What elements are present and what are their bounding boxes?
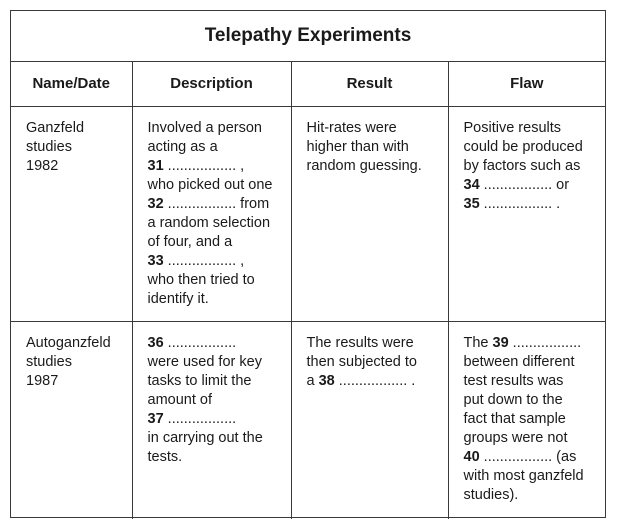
line-text: identify it.: [147, 290, 209, 307]
answer-blank: ................. ,: [163, 252, 245, 269]
cell-line: [307, 157, 434, 176]
line-text: amount of: [147, 391, 212, 408]
cell-result: [291, 321, 448, 519]
answer-blank: .................: [163, 334, 237, 351]
header-result: Result: [291, 62, 448, 106]
line-text: then subjected to: [306, 353, 417, 370]
cell-line: [307, 119, 434, 138]
question-number: 34: [463, 176, 480, 193]
cell-line: [307, 138, 434, 157]
line-text: Involved a person: [147, 119, 262, 136]
line-text: Positive results: [463, 119, 562, 136]
line-text: groups were not: [463, 429, 568, 446]
cell-line: [148, 429, 277, 448]
question-number: 39: [492, 334, 509, 351]
table-row-ganzfeld: [11, 106, 605, 321]
cell-line: [464, 429, 592, 448]
cell-line: [148, 271, 277, 290]
cell-name-date: [11, 321, 132, 519]
cell-line: [464, 119, 592, 138]
cell-line: 1982: [26, 157, 59, 174]
cell-line: [148, 195, 277, 214]
cell-line: [148, 290, 277, 309]
cell-line: [464, 486, 592, 505]
cell-line: [148, 448, 277, 467]
question-number: 37: [147, 410, 164, 427]
question-number: 36: [147, 334, 164, 351]
cell-line: 1987: [26, 372, 59, 389]
cell-line: [148, 353, 277, 372]
line-text: The results were: [306, 334, 414, 351]
line-text: acting as a: [147, 138, 218, 155]
line-text: in carrying out the: [147, 429, 263, 446]
cell-line: [148, 176, 277, 195]
cell-line: [148, 119, 277, 138]
cell-line: Autoganzfeld: [26, 334, 111, 351]
table-title: Telepathy Experiments: [11, 11, 605, 62]
cell-line: [464, 410, 592, 429]
answer-blank: ................. ,: [163, 157, 245, 174]
answer-blank: ................. .: [334, 372, 416, 389]
header-name-date: Name/Date: [11, 62, 132, 106]
line-prefix: a: [306, 372, 319, 389]
cell-line: [148, 138, 277, 157]
line-text: who picked out one: [147, 176, 273, 193]
cell-line: [464, 467, 592, 486]
cell-flaw: [448, 106, 605, 321]
cell-line: [464, 334, 592, 353]
line-text: were used for key: [147, 353, 262, 370]
line-text: could be produced: [463, 138, 583, 155]
experiments-table: [10, 10, 606, 518]
cell-line: [464, 157, 592, 176]
answer-blank: .................: [163, 410, 237, 427]
cell-result: [291, 106, 448, 321]
header-description: Description: [132, 62, 291, 106]
table-row-autoganzfeld: [11, 321, 605, 519]
answer-blank: ................. (as: [479, 448, 577, 465]
answer-blank: ................. .: [479, 195, 561, 212]
line-text: random guessing.: [306, 157, 422, 174]
data-table: [11, 62, 605, 519]
line-text: with most ganzfeld: [463, 467, 584, 484]
line-text: studies).: [463, 486, 519, 503]
cell-description: [132, 321, 291, 519]
cell-line: [307, 372, 434, 391]
question-number: 35: [463, 195, 480, 212]
cell-description: [132, 106, 291, 321]
header-row: [11, 62, 605, 106]
cell-line: studies: [26, 353, 72, 370]
line-text: higher than with: [306, 138, 409, 155]
cell-line: [464, 353, 592, 372]
question-number: 31: [147, 157, 164, 174]
cell-line: [148, 391, 277, 410]
line-text: put down to the: [463, 391, 563, 408]
line-text: between different: [463, 353, 575, 370]
line-text: by factors such as: [463, 157, 581, 174]
line-text: tasks to limit the: [147, 372, 252, 389]
line-text: Hit-rates were: [306, 119, 397, 136]
line-text: tests.: [147, 448, 183, 465]
question-number: 33: [147, 252, 164, 269]
line-text: test results was: [463, 372, 564, 389]
header-flaw: Flaw: [448, 62, 605, 106]
cell-name-date: [11, 106, 132, 321]
cell-line: [148, 157, 277, 176]
cell-line: [464, 391, 592, 410]
line-text: of four, and a: [147, 233, 233, 250]
cell-line: [148, 410, 277, 429]
line-text: a random selection: [147, 214, 271, 231]
cell-line: [464, 372, 592, 391]
cell-line: [464, 176, 592, 195]
cell-line: [148, 372, 277, 391]
cell-line: Ganzfeld: [26, 119, 85, 136]
cell-flaw: [448, 321, 605, 519]
cell-line: [464, 138, 592, 157]
cell-line: [307, 353, 434, 372]
cell-line: [464, 448, 592, 467]
cell-line: [148, 334, 277, 353]
question-number: 40: [463, 448, 480, 465]
cell-line: [148, 252, 277, 271]
line-text: fact that sample: [463, 410, 566, 427]
cell-line: [307, 334, 434, 353]
cell-line: [148, 214, 277, 233]
line-prefix: The: [463, 334, 493, 351]
question-number: 38: [318, 372, 335, 389]
cell-line: studies: [26, 138, 72, 155]
cell-line: [148, 233, 277, 252]
answer-blank: .................: [508, 334, 582, 351]
question-number: 32: [147, 195, 164, 212]
answer-blank: ................. from: [163, 195, 270, 212]
answer-blank: ................. or: [479, 176, 570, 193]
cell-line: [464, 195, 592, 214]
line-text: who then tried to: [147, 271, 255, 288]
